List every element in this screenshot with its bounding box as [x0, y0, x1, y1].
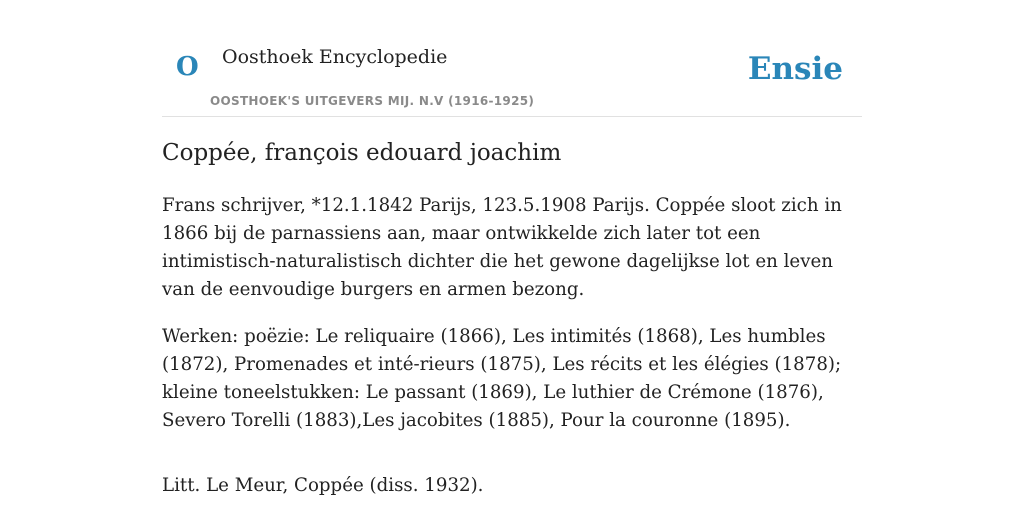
entry-title: Coppée, françois edouard joachim	[162, 140, 562, 166]
source-header	[162, 0, 862, 117]
source-title[interactable]: Oosthoek Encyclopedie	[222, 46, 448, 68]
entry-paragraph-description: Frans schrijver, *12.1.1842 Parijs, 123.5.1908 Parijs. Coppée sloot zich in 1866 bij de parnassiens aan, maar ontwikkelde zich later tot een intimistisch-naturalistisch dichter die het gewone dagelijkse lot en leven van de eenvoudige burgers en armen bezong.	[162, 195, 842, 300]
entry-body	[162, 192, 862, 519]
brand-logo[interactable]: Ensie	[747, 51, 843, 87]
entry-paragraph-works: Werken: poëzie: Le reliquaire (1866), Les intimités (1868), Les humbles (1872), Promenades et inté-rieurs (1875), Les récits et les élégies (1878); kleine toneelstukken: Le passant (1869), Le luthier de Crémone (1876), Severo Torelli (1883),Les jacobites (1885), Pour la couronne (1895).	[162, 326, 842, 431]
source-logo-letter[interactable]: O	[176, 52, 199, 82]
entry-paragraph-literature: Litt. Le Meur, Coppée (diss. 1932).	[162, 475, 484, 496]
article-page	[162, 0, 862, 512]
publisher-label: OOSTHOEK'S UITGEVERS MIJ. N.V (1916-1925)	[210, 94, 535, 108]
